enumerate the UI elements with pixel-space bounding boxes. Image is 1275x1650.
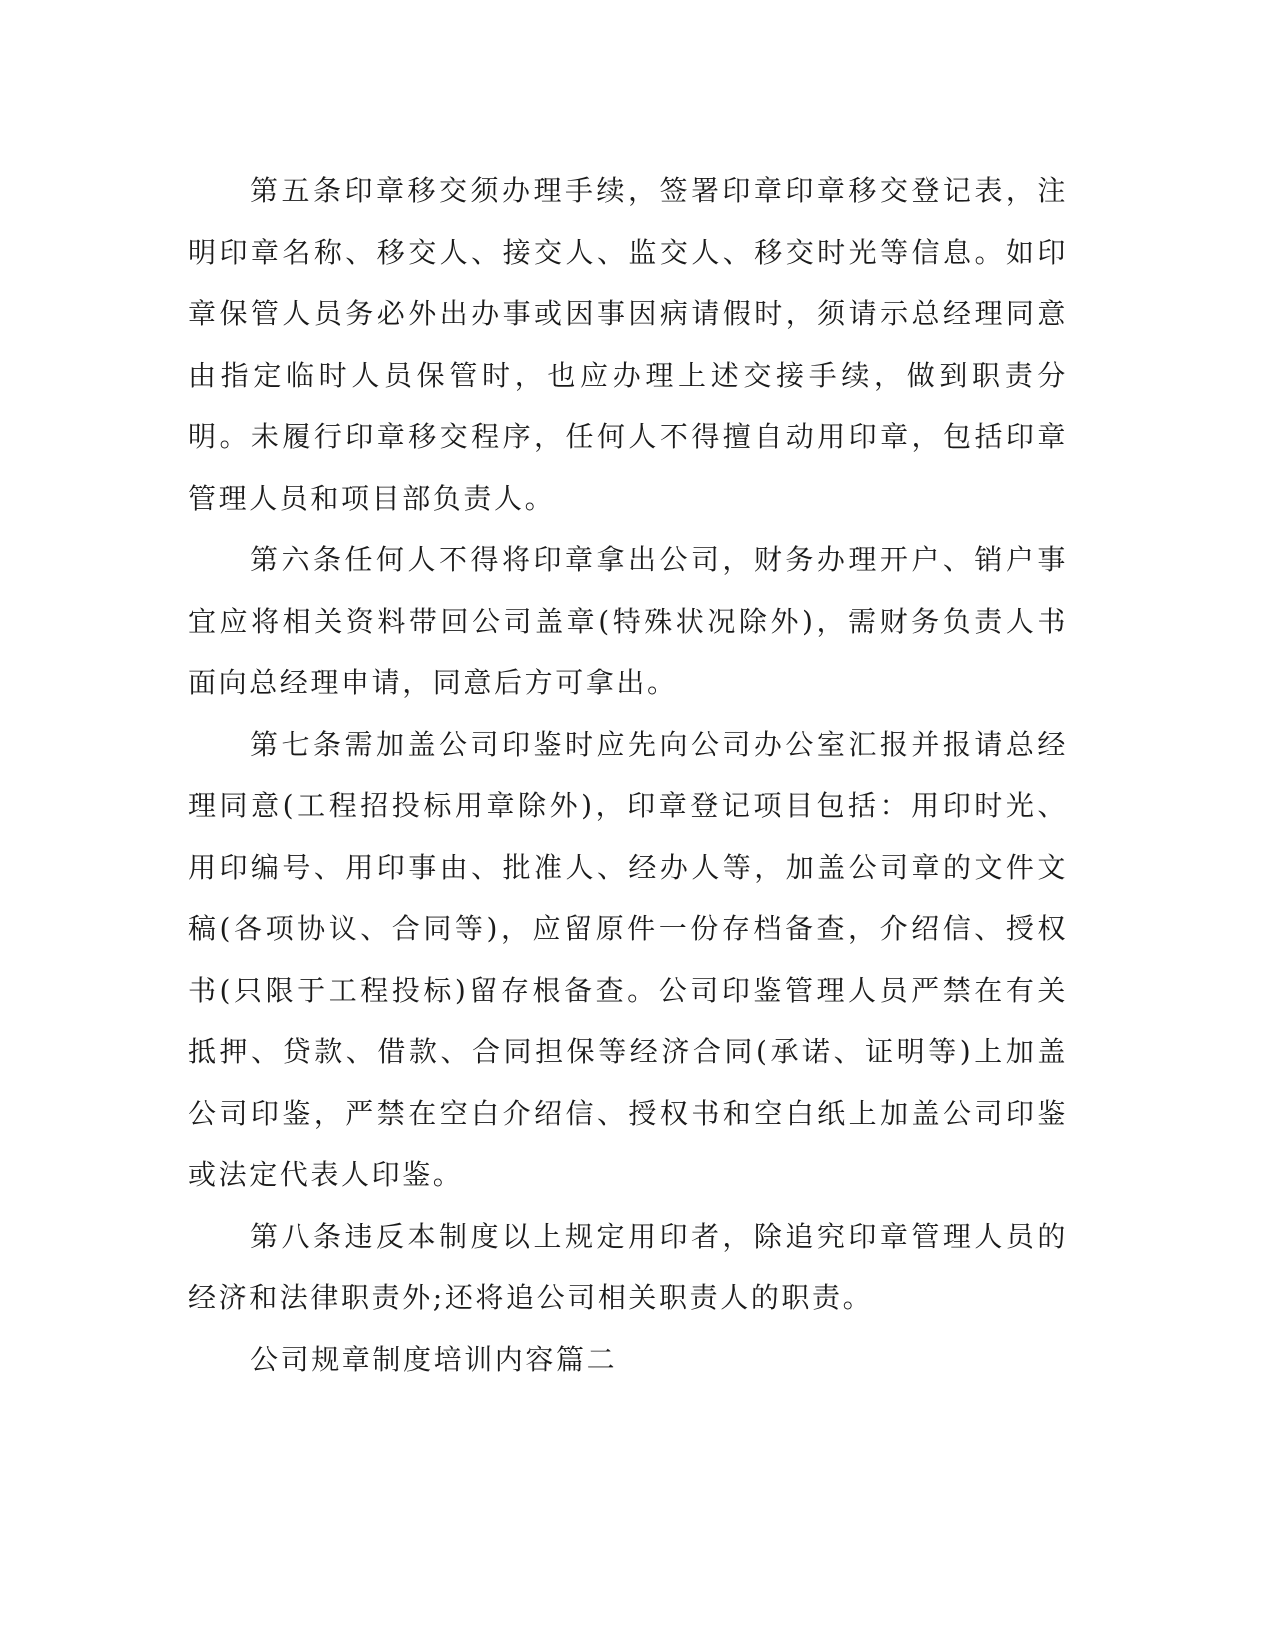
document-body [188, 160, 1068, 1390]
paragraph-article-5: 第五条印章移交须办理手续，签署印章印章移交登记表，注明印章名称、移交人、接交人、监交人、移交时光等信息。如印章保管人员务必外出办事或因事因病请假时，须请示总经理同意由指定临时人员保管时，也应办理上述交接手续，做到职责分明。未履行印章移交程序，任何人不得擅自动用印章，包括印章管理人员和项目部负责人。 [188, 174, 1068, 515]
paragraph-article-7: 第七条需加盖公司印鉴时应先向公司办公室汇报并报请总经理同意(工程招投标用章除外)，印章登记项目包括：用印时光、用印编号、用印事由、批准人、经办人等，加盖公司章的文件文稿(各项协议、合同等)，应留原件一份存档备查，介绍信、授权书(只限于工程投标)留存根备查。公司印鉴管理人员严禁在有关抵押、贷款、借款、合同担保等经济合同(承诺、证明等)上加盖公司印鉴，严禁在空白介绍信、授权书和空白纸上加盖公司印鉴或法定代表人印鉴。 [188, 727, 1068, 1191]
paragraph-article-6: 第六条任何人不得将印章拿出公司，财务办理开户、销户事宜应将相关资料带回公司盖章(特殊状况除外)，需财务负责人书面向总经理申请，同意后方可拿出。 [188, 543, 1068, 699]
section-heading-part-2: 公司规章制度培训内容篇二 [250, 1342, 618, 1376]
paragraph-article-8: 第八条违反本制度以上规定用印者，除追究印章管理人员的经济和法律职责外;还将追公司相关职责人的职责。 [188, 1219, 1068, 1314]
